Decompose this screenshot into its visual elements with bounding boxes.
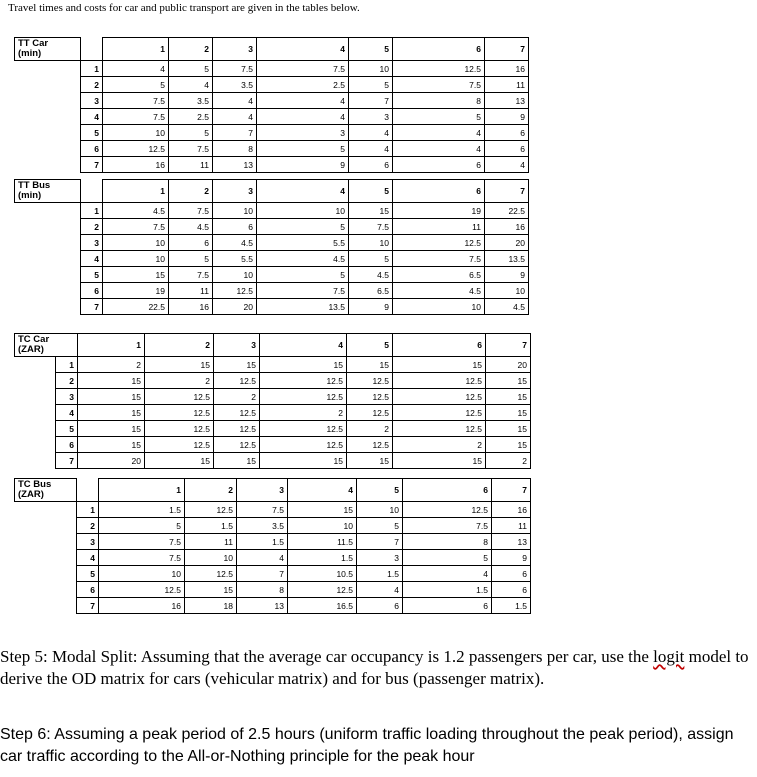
table-row: 4 7.5 10 4 1.5 3 5 9 (15, 550, 531, 566)
table-row: 5 15 7.5 10 5 4.5 6.5 9 (15, 267, 529, 283)
table-row: 6 12.5 15 8 12.5 4 1.5 6 (15, 582, 531, 598)
column-header: 5 (349, 38, 393, 61)
table-row: 3 15 12.5 2 12.5 12.5 12.5 15 (15, 389, 531, 405)
column-header: 4 (260, 334, 347, 357)
table-row: 7 16 18 13 16.5 6 6 1.5 (15, 598, 531, 614)
column-header: 1 (99, 479, 185, 502)
table-row: 3 10 6 4.5 5.5 10 12.5 20 (15, 235, 529, 251)
tt-car-table (14, 37, 529, 173)
table-row: 7 22.5 16 20 13.5 9 10 4.5 (15, 299, 529, 315)
column-header: 7 (492, 479, 531, 502)
column-header: 6 (403, 479, 492, 502)
table-row: 7 16 11 13 9 6 6 4 (15, 157, 529, 173)
column-header: 1 (103, 38, 169, 61)
step-5-text: Step 5: Modal Split: Assuming that the average car occupancy is 1.2 passengers per car, use the logit model to derive the OD matrix for cars (vehicular matrix) and for bus (passenger matrix). (0, 647, 749, 688)
column-header: 4 (257, 38, 349, 61)
column-header: 6 (393, 38, 485, 61)
column-header: 6 (393, 180, 485, 203)
column-header: 3 (237, 479, 288, 502)
column-header: 5 (349, 180, 393, 203)
table-row: 1 4.5 7.5 10 10 15 19 22.5 (15, 203, 529, 219)
tt-car-title: TT Car (min) (15, 38, 81, 61)
tt-bus-title: TT Bus (min) (15, 180, 81, 203)
tc-car-table (14, 333, 531, 469)
column-header: 1 (78, 334, 145, 357)
table-row: 2 5 1.5 3.5 10 5 7.5 11 (15, 518, 531, 534)
table-row: 6 19 11 12.5 7.5 6.5 4.5 10 (15, 283, 529, 299)
column-header: 3 (214, 334, 260, 357)
column-header: 6 (393, 334, 486, 357)
column-header: 7 (486, 334, 531, 357)
column-header: 4 (257, 180, 349, 203)
tc-bus-table (14, 478, 531, 614)
table-row: 5 10 5 7 3 4 4 6 (15, 125, 529, 141)
table-row: 7 20 15 15 15 15 15 2 (15, 453, 531, 469)
tc-bus-title: TC Bus (ZAR) (15, 479, 77, 502)
column-header: 2 (185, 479, 237, 502)
intro-text: Travel times and costs for car and public transport are given in the tables below. (8, 2, 360, 14)
table-row: 5 10 12.5 7 10.5 1.5 4 6 (15, 566, 531, 582)
column-header: 3 (213, 38, 257, 61)
column-header: 5 (357, 479, 403, 502)
table-row: 1 1.5 12.5 7.5 15 10 12.5 16 (15, 502, 531, 518)
column-header: 2 (169, 180, 213, 203)
table-row: 4 7.5 2.5 4 4 3 5 9 (15, 109, 529, 125)
column-header: 7 (485, 180, 529, 203)
table-row: 3 7.5 3.5 4 4 7 8 13 (15, 93, 529, 109)
table-row: 2 15 2 12.5 12.5 12.5 12.5 15 (15, 373, 531, 389)
table-row: 4 15 12.5 12.5 2 12.5 12.5 15 (15, 405, 531, 421)
tc-car-title: TC Car (ZAR) (15, 334, 78, 357)
table-row: 3 7.5 11 1.5 11.5 7 8 13 (15, 534, 531, 550)
table-row: 1 4 5 7.5 7.5 10 12.5 16 (15, 61, 529, 77)
table-row: 5 15 12.5 12.5 12.5 2 12.5 15 (15, 421, 531, 437)
table-row: 1 2 15 15 15 15 15 20 (15, 357, 531, 373)
column-header: 2 (169, 38, 213, 61)
table-row: 2 7.5 4.5 6 5 7.5 11 16 (15, 219, 529, 235)
table-row: 2 5 4 3.5 2.5 5 7.5 11 (15, 77, 529, 93)
table-row: 4 10 5 5.5 4.5 5 7.5 13.5 (15, 251, 529, 267)
column-header: 1 (103, 180, 169, 203)
column-header: 3 (213, 180, 257, 203)
column-header: 2 (145, 334, 214, 357)
table-row: 6 12.5 7.5 8 5 4 4 6 (15, 141, 529, 157)
spellcheck-flagged-word: logit (653, 647, 685, 666)
table-row: 6 15 12.5 12.5 12.5 12.5 2 15 (15, 437, 531, 453)
step-6-text: Step 6: Assuming a peak period of 2.5 hours (uniform traffic loading throughout the peak period), assign car traffic according to the All-or-Nothing principle for the peak hour (0, 726, 734, 765)
column-header: 4 (288, 479, 357, 502)
column-header: 7 (485, 38, 529, 61)
column-header: 5 (347, 334, 393, 357)
tt-bus-table (14, 179, 529, 315)
